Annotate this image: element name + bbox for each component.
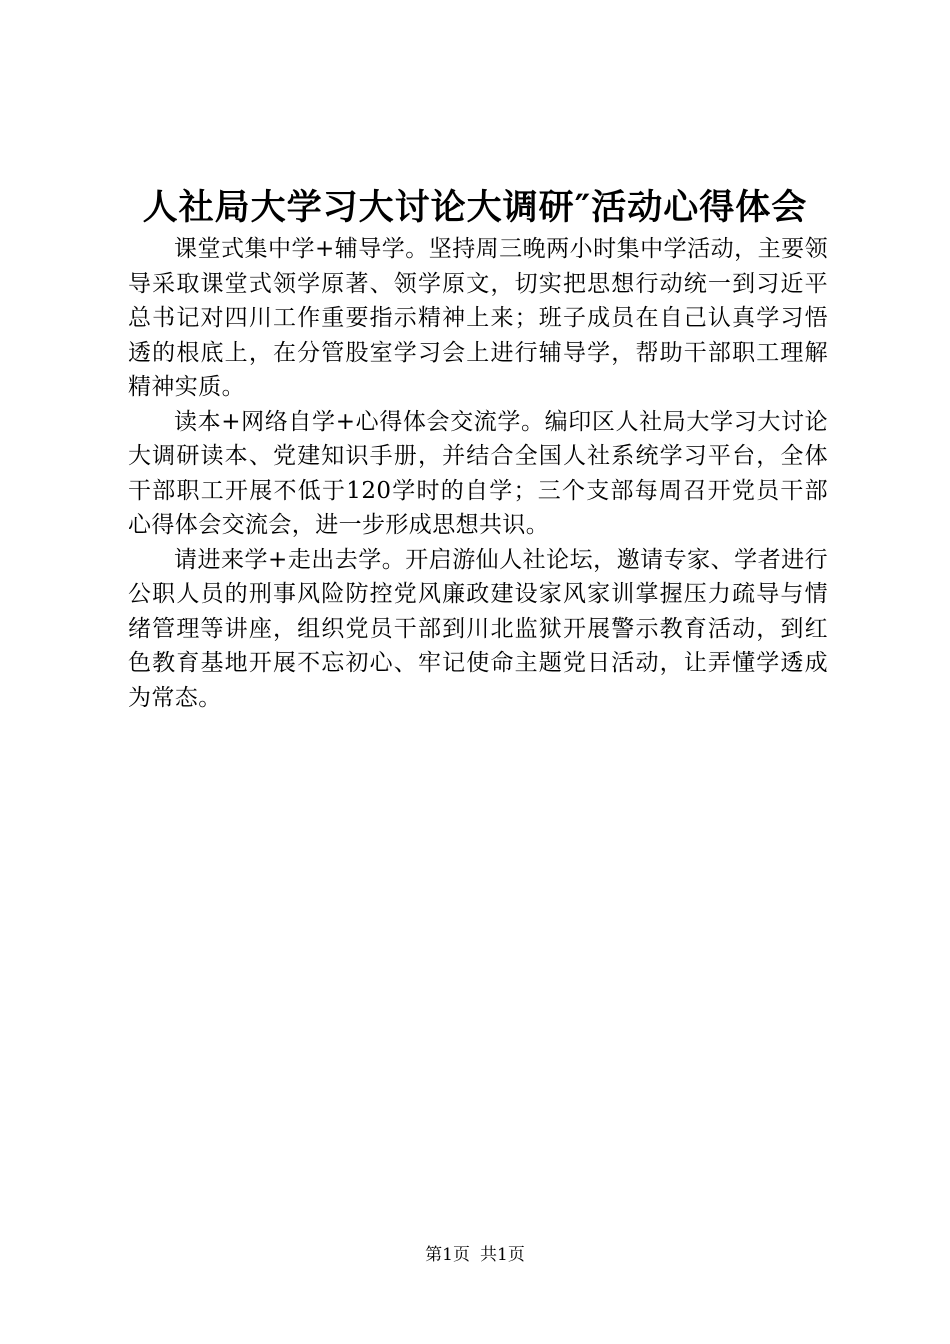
page-footer: [0, 1244, 950, 1266]
page-number-current: 第1页: [425, 1245, 470, 1265]
document-body: [128, 232, 828, 715]
page-number-total: 共1页: [480, 1245, 525, 1265]
paragraph-1: 课堂式集中学+辅导学。坚持周三晚两小时集中学活动，主要领导采取课堂式领学原著、领学原文，切实把思想行动统一到习近平总书记对四川工作重要指示精神上来；班子成员在自己认真学习悟透的根底上，在分管股室学习会上进行辅导学，帮助干部职工理解精神实质。: [128, 236, 828, 400]
paragraph-3: 请进来学+走出去学。开启游仙人社论坛，邀请专家、学者进行公职人员的刑事风险防控党风廉政建设家风家训掌握压力疏导与情绪管理等讲座，组织党员干部到川北监狱开展警示教育活动，到红色教育基地开展不忘初心、牢记使命主题党日活动，让弄懂学透成为常态。: [128, 546, 828, 711]
paragraph-2: 读本+网络自学+心得体会交流学。编印区人社局大学习大讨论大调研读本、党建知识手册，并结合全国人社系统学习平台，全体干部职工开展不低于120学时的自学；三个支部每周召开党员干部心得体会交流会，进一步形成思想共识。: [128, 408, 828, 538]
document-title: 人社局大学习大讨论大调研″活动心得体会: [142, 187, 808, 228]
